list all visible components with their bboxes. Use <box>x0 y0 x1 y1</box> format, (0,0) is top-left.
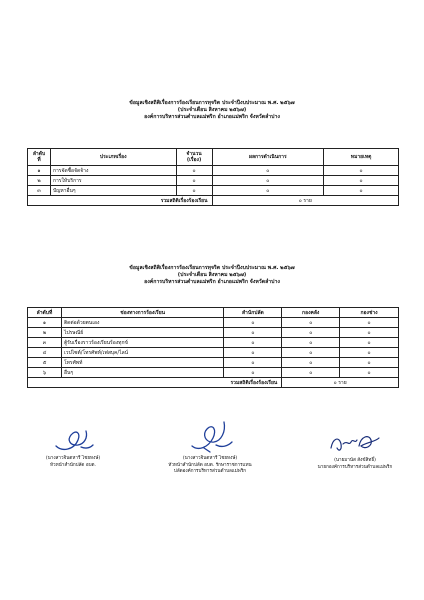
header-office: สำนักปลัด <box>224 308 282 318</box>
cell-channel: อื่นๆ <box>61 368 224 378</box>
cell-note: ๐ <box>324 186 399 196</box>
cell-office: ๐ <box>224 368 282 378</box>
cell-office: ๐ <box>224 358 282 368</box>
handwritten-signature-3 <box>327 430 383 456</box>
total-label: รวมสถิติเรื่องร้องเรียน <box>28 196 213 206</box>
cell-office: ๐ <box>224 318 282 328</box>
cell-office: ๐ <box>224 328 282 338</box>
table-header-row <box>28 149 399 166</box>
cell-no: ๒ <box>28 328 62 338</box>
section1-title-line1: ข้อมูลเชิงสถิติเรื่องการร้องเรียนการทุจริต ประจำปีงบประมาณ พ.ศ. ๒๕๖๗ <box>129 100 295 106</box>
cell-no: ๓ <box>28 338 62 348</box>
cell-channel: ไปรษณีย์ <box>61 328 224 338</box>
cell-no: ๒ <box>28 176 51 186</box>
cell-result: ๐ <box>212 186 324 196</box>
cell-type: ปัญหาอื่นๆ <box>50 186 176 196</box>
header-count <box>176 149 212 166</box>
header-no-line2: ที่ <box>37 157 41 163</box>
cell-no: ๕ <box>28 358 62 368</box>
cell-type: การให้บริการ <box>50 176 176 186</box>
total-label: รวมสถิติเรื่องร้องเรียน <box>28 378 282 388</box>
header-note: หมายเหตุ <box>324 149 399 166</box>
cell-note: ๐ <box>324 176 399 186</box>
section2-title-line2: (ประจำเดือน สิงหาคม ๒๕๖๗) <box>177 272 247 278</box>
table-row <box>28 176 399 186</box>
cell-result: ๐ <box>212 176 324 186</box>
total-value: ๐ ราย <box>212 196 398 206</box>
signer-name-3: (นายมานัส สังข์สิทธิ์) <box>334 458 376 463</box>
header-count-line2: (เรื่อง) <box>186 157 202 163</box>
signer-position-2a: หัวหน้าสำนักปลัด อบต. รักษาราชการแทน <box>168 462 252 468</box>
signature-block-2 <box>145 418 275 476</box>
cell-finance: ๐ <box>282 358 340 368</box>
signer-name-2: (นางสาวจินตหารี ไชยหงษ์) <box>182 456 238 461</box>
header-no-line1: ลำดับ <box>32 150 46 157</box>
header-no <box>28 149 51 166</box>
header-type: ประเภทเรื่อง <box>50 149 176 166</box>
table-header-row <box>28 308 399 318</box>
cell-channel: โทรศัพท์ <box>61 358 224 368</box>
header-finance: กองคลัง <box>282 308 340 318</box>
cell-works: ๐ <box>340 348 399 358</box>
cell-no: ๔ <box>28 348 62 358</box>
signer-position-1: หัวหน้าสำนักปลัด อบต. <box>50 462 96 468</box>
table-row <box>28 358 399 368</box>
section1-title-line2: (ประจำเดือน สิงหาคม ๒๕๖๗) <box>177 107 247 113</box>
cell-result: ๐ <box>212 166 324 176</box>
section2-title <box>0 265 424 286</box>
section2-title-line1: ข้อมูลเชิงสถิติเรื่องการร้องเรียนการทุจริต ประจำปีงบประมาณ พ.ศ. ๒๕๖๗ <box>129 265 295 271</box>
handwritten-signature-1 <box>48 426 98 454</box>
cell-finance: ๐ <box>282 328 340 338</box>
table-total-row <box>28 378 399 388</box>
cell-no: ๓ <box>28 186 51 196</box>
cell-count: ๐ <box>176 166 212 176</box>
table-total-row <box>28 196 399 206</box>
signer-position-2b: ปลัดองค์การบริหารส่วนตำบลแม่พริก <box>173 469 247 474</box>
table-row <box>28 318 399 328</box>
signer-name-1: (นางสาวจินตหารี ไชยหงษ์) <box>45 456 101 461</box>
cell-works: ๐ <box>340 318 399 328</box>
cell-channel: เวปไซต์/โทรศัพท์/เฟสบุค/ไลน์ <box>61 348 224 358</box>
cell-works: ๐ <box>340 368 399 378</box>
total-value: ๐ ราย <box>282 378 399 388</box>
section1-title-line3: องค์การบริหารส่วนตำบลแม่พริก อำเภอแม่พริก จังหวัดลำปาง <box>144 114 280 120</box>
header-result: ผลการดำเนินการ <box>212 149 324 166</box>
complaint-channel-table <box>27 307 399 388</box>
cell-office: ๐ <box>224 348 282 358</box>
header-channel: ช่องทางการร้องเรียน <box>61 308 224 318</box>
cell-no: ๑ <box>28 318 62 328</box>
cell-office: ๐ <box>224 338 282 348</box>
table-row <box>28 166 399 176</box>
handwritten-signature-2 <box>180 418 240 454</box>
cell-finance: ๐ <box>282 318 340 328</box>
table-row <box>28 368 399 378</box>
complaint-type-table <box>27 148 399 206</box>
cell-channel: ติดต่อด้วยตนเอง <box>61 318 224 328</box>
signature-block-3 <box>290 430 420 471</box>
section2-title-line3: องค์การบริหารส่วนตำบลแม่พริก อำเภอแม่พริก จังหวัดลำปาง <box>144 279 280 285</box>
signature-block-1 <box>8 426 138 469</box>
cell-channel: ตู้รับเรื่องราวร้องเรียนร้องทุกข์ <box>61 338 224 348</box>
cell-finance: ๐ <box>282 368 340 378</box>
section1-title <box>0 100 424 121</box>
cell-type: การจัดซื้อจัดจ้าง <box>50 166 176 176</box>
table-row <box>28 338 399 348</box>
header-no: ลำดับที่ <box>28 308 62 318</box>
cell-count: ๐ <box>176 176 212 186</box>
cell-works: ๐ <box>340 338 399 348</box>
table-row <box>28 186 399 196</box>
header-works: กองช่าง <box>340 308 399 318</box>
table-row <box>28 328 399 338</box>
cell-works: ๐ <box>340 358 399 368</box>
cell-note: ๐ <box>324 166 399 176</box>
table-row <box>28 348 399 358</box>
cell-no: ๑ <box>28 166 51 176</box>
signer-position-3: นายกองค์การบริหารส่วนตำบลแม่พริก <box>317 464 393 470</box>
cell-works: ๐ <box>340 328 399 338</box>
header-count-line1: จำนวน <box>186 150 202 157</box>
cell-finance: ๐ <box>282 348 340 358</box>
cell-finance: ๐ <box>282 338 340 348</box>
cell-count: ๐ <box>176 186 212 196</box>
cell-no: ๖ <box>28 368 62 378</box>
